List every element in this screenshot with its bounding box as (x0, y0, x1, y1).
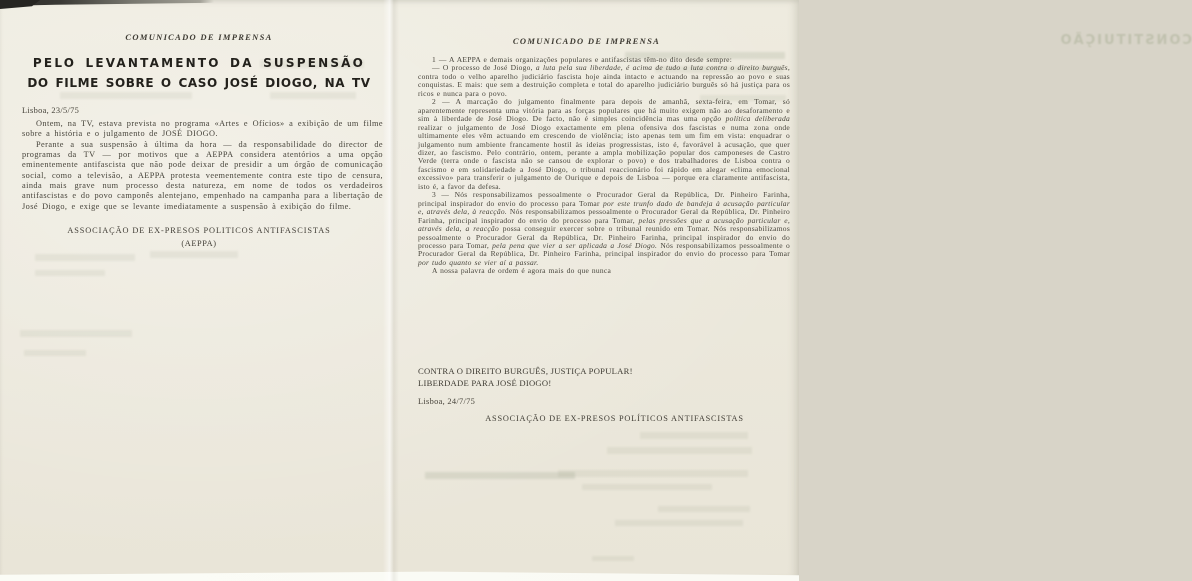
ghost-bleedthrough (592, 556, 634, 561)
document-title-line2: DO FILME SOBRE O CASO JOSÉ DIOGO, NA TV (27, 76, 371, 90)
ghost-bleedthrough (425, 472, 575, 479)
paragraph: 3 — Nós responsabilizamos pessoalmente o Procurador Geral da República, Dr. Pinheiro Farinha, principal inspirador do envio do processo para Tomar por este trunfo dado de bandeja à acusação particular e, através dela, à reacção. Nós responsabilizamos pessoalmente o Procurador Geral da República, Dr. Pinheiro Farinha, principal inspirador do envio do processo para Tomar, pelas pressões que a acusação particular e, através dela, a reacção possa conseguir exercer sobre o tribunal reunido em Tomar. Nós responsabilizamos pessoalmente o Procurador Geral da República, Dr. Pinheiro Farinha, principal inspirador do envio do processo para Tomar, pela pena que vier a ser aplicada a José Diogo. Nós responsabilizamos pessoalmente o Procurador Geral da República, Dr. Pinheiro Farinha, principal inspirador do envio do processo para Tomar por tudo quanto se vier aí a passar. (418, 190, 791, 267)
paragraph: — O processo de José Diogo, a luta pela sua liberdade, é acima de tudo a luta contra o direito burguês, contra todo o velho aparelho judiciário fascista hoje ainda intacto e actuando na repressão ao povo e suas conquistas. E mais: que sem a destruição completa e total do aparelho judiciário burguês só há justiça para os ricos e nunca para o povo. (418, 63, 790, 98)
press-release-header: COMUNICADO DE IMPRENSA (512, 36, 661, 46)
paragraph: 1 — A AEPPA e demais organizações populares e antifascistas têm-no dito desde sempre: (432, 55, 733, 64)
body-text (22, 119, 383, 212)
dateline: Lisboa, 24/7/75 (418, 397, 476, 406)
ghost-bleedthrough-heading: CONSTITUIÇÃO (1058, 33, 1192, 48)
ghost-bleedthrough (607, 447, 752, 454)
signature-organization: ASSOCIAÇÃO DE EX-PRESOS POLITICOS ANTIFASCISTAS (67, 226, 331, 235)
paragraph: A nossa palavra de ordem é agora mais do que nunca (432, 266, 612, 276)
slogan-line: CONTRA O DIREITO BURGUÊS, JUSTIÇA POPULAR! (418, 366, 633, 376)
signature-acronym: (AEPPA) (181, 239, 217, 248)
paragraph: Perante a sua suspensão à última da hora — da responsabilidade do director de programas da TV — por motivos que a AEPPA considera atentórios a uma opção eminentemente antifascista que não pode deixar de presidir a um órgão de comunicação social, como a televisão, a AEPPA protesta veementemente contra este tipo de censura, ainda mais grave num processo desta natureza, em nome de todos os verdadeiros antifascistas e do povo camponês alentejano, empenhado na campanha para a libertação de José Diogo, e exige que se levante imediatamente a suspensão à exibição do filme. (22, 139, 383, 211)
page-left (8, 0, 390, 581)
press-release-header: COMUNICADO DE IMPRENSA (125, 32, 273, 42)
ghost-bleedthrough (615, 520, 743, 526)
dateline: Lisboa, 23/5/75 (22, 106, 80, 115)
ghost-bleedthrough (20, 330, 132, 337)
ghost-bleedthrough (60, 92, 192, 99)
ghost-bleedthrough (582, 484, 712, 490)
ghost-bleedthrough (35, 254, 135, 261)
ghost-bleedthrough (658, 506, 750, 512)
ghost-bleedthrough (558, 470, 748, 477)
signature-organization: ASSOCIAÇÃO DE EX-PRESOS POLÍTICOS ANTIFASCISTAS (485, 414, 744, 423)
ghost-bleedthrough (150, 251, 238, 258)
slogan-line: LIBERDADE PARA JOSÉ DIOGO! (418, 378, 552, 388)
ghost-bleedthrough (35, 270, 105, 276)
ghost-bleedthrough (270, 92, 356, 99)
document-title (8, 53, 390, 93)
ghost-bleedthrough (24, 350, 86, 356)
paragraph: Ontem, na TV, estava prevista no programa «Artes e Ofícios» a exibição de um filme sobre a história e o julgamento de JOSÉ DIOGO. (22, 119, 383, 139)
document-title-line1: PELO LEVANTAMENTO DA SUSPENSÃO (32, 56, 366, 70)
page-right (400, 0, 1192, 581)
ghost-bleedthrough (640, 432, 748, 439)
paragraph: 2 — A marcação do julgamento finalmente para depois de amanhã, sexta-feira, em Tomar, só aparentemente representa uma vitória para as forças populares que há muito exigem não ao desaforamento e sim à liberdade de José Diogo. De facto, não é simples coincidência mas uma opção política deliberada realizar o julgamento de José Diogo exactamente em plena ofensiva dos fascistas e numa zona onde ultimamente eles vêm actuando em crescendo de violência; isto apenas tem um fim em vista: enquadrar o julgamento num ambiente francamente hostil às ideias progressistas, isto é, favorável à acusação, que quer dizer, ao fascismo. Pelo contrário, ontem, perante a ampla mobilização popular dos camponeses de Castro Verde (terra onde o fascista não se cansou de explorar o povo) e dos trabalhadores de Lisboa contra o fascismo e em solidariedade a José Diogo, o tribunal reaccionário foi rápido em alegar «clima emocional excessivo» para transferir o julgamento de Ourique e depois de Lisboa — porque era claramente antifascista, isto é, a favor da defesa. (418, 97, 790, 191)
body-text (418, 56, 790, 276)
